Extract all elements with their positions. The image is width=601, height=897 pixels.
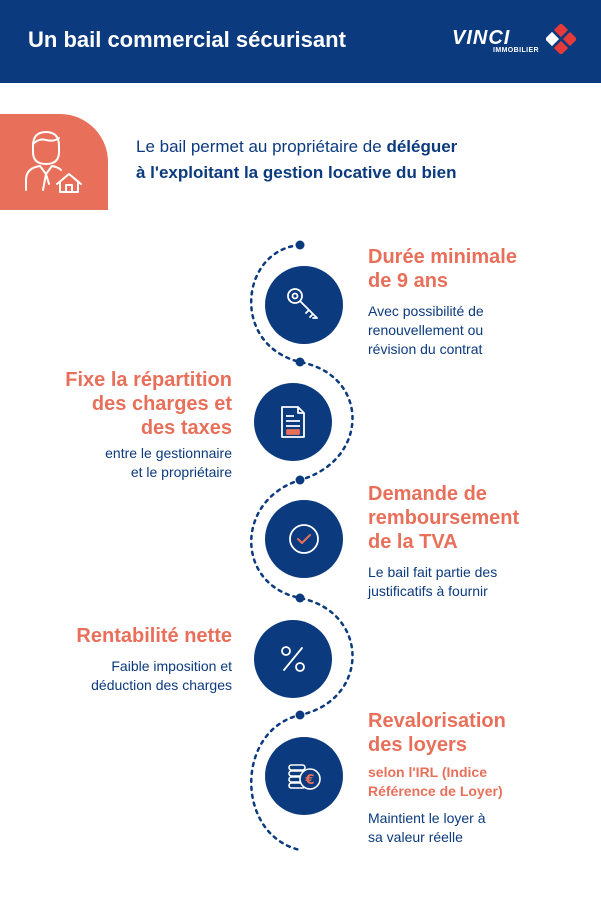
logo-word: VINCI bbox=[452, 27, 511, 49]
euro-coins-icon bbox=[265, 737, 343, 815]
intro-line2: à l'exploitant la gestion locative du bien bbox=[136, 163, 457, 182]
item-1-circle bbox=[265, 266, 343, 344]
item-3-title: Demande de remboursement de la TVA bbox=[368, 483, 520, 553]
timeline-dot bbox=[296, 711, 305, 720]
item-3-circle bbox=[265, 500, 343, 578]
item-2-title: Fixe la répartition des charges et des taxes bbox=[65, 369, 232, 439]
item-1-title: Durée minimale de 9 ans bbox=[368, 246, 517, 292]
timeline-dot bbox=[296, 594, 305, 603]
item-5-subtitle: selon l'IRL (Indice Référence de Loyer) bbox=[368, 764, 503, 799]
timeline-dot bbox=[296, 358, 305, 367]
item-5-title: Revalorisation des loyers bbox=[368, 710, 506, 756]
item-4-circle bbox=[254, 620, 332, 698]
intro-line1: Le bail permet au propriétaire de bbox=[136, 137, 387, 156]
item-4-title: Rentabilité nette bbox=[76, 625, 232, 647]
svg-text:€: € bbox=[305, 773, 315, 788]
page-title: Un bail commercial sécurisant bbox=[28, 27, 346, 52]
key-icon bbox=[265, 266, 343, 344]
document-icon bbox=[254, 383, 332, 461]
item-5-description: Maintient le loyer à sa valeur réelle bbox=[368, 810, 486, 845]
item-2-circle bbox=[254, 383, 332, 461]
item-3-description: Le bail fait partie des justificatifs à fournir bbox=[368, 564, 498, 599]
timeline-dot bbox=[296, 241, 305, 250]
item-2-description: entre le gestionnaire et le propriétaire bbox=[105, 445, 232, 480]
percent-icon bbox=[254, 620, 332, 698]
item-4-description: Faible imposition et déduction des charges bbox=[91, 658, 232, 693]
logo-subtitle: IMMOBILIER bbox=[493, 47, 539, 54]
intro-line1-bold: déléguer bbox=[386, 137, 458, 156]
timeline-dot bbox=[296, 476, 305, 485]
item-5-circle bbox=[265, 737, 343, 815]
check-icon bbox=[265, 500, 343, 578]
item-1-description: Avec possibilité de renouvellement ou révision du contrat bbox=[368, 303, 484, 357]
